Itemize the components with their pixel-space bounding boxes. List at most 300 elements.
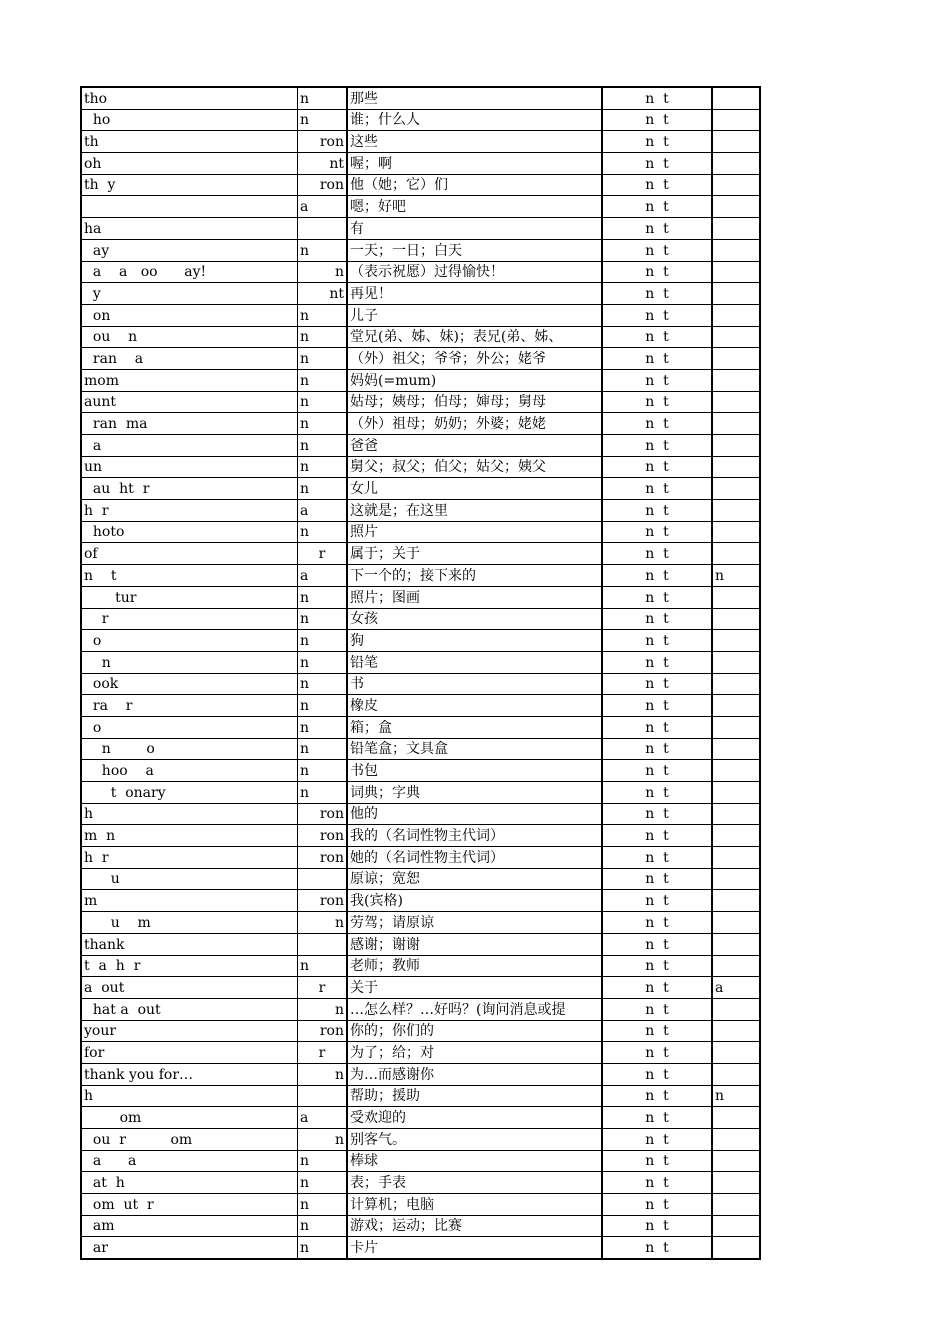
table-row — [81, 1085, 760, 1107]
extra-cell — [712, 1194, 760, 1216]
part-of-speech-cell: n — [298, 1194, 348, 1216]
part-of-speech-cell: ron — [298, 174, 348, 196]
table-row — [81, 109, 760, 131]
extra-cell — [712, 868, 760, 890]
extra-cell — [712, 174, 760, 196]
extra-cell: a — [712, 977, 760, 999]
table-row — [81, 500, 760, 522]
meaning-cell: 谁；什么人 — [347, 109, 602, 131]
extra-cell — [712, 673, 760, 695]
unit-cell: n t — [602, 435, 712, 457]
meaning-cell: 词典；字典 — [347, 782, 602, 804]
unit-cell: n t — [602, 153, 712, 175]
word-cell: on — [81, 304, 298, 326]
part-of-speech-cell: n — [298, 1063, 348, 1085]
meaning-cell: 再见！ — [347, 283, 602, 305]
word-cell: u m — [81, 912, 298, 934]
meaning-cell: 属于；关于 — [347, 543, 602, 565]
word-cell: oh — [81, 153, 298, 175]
word-cell: tur — [81, 586, 298, 608]
meaning-cell: 我的（名词性物主代词） — [347, 825, 602, 847]
meaning-cell: 棒球 — [347, 1150, 602, 1172]
table-row — [81, 868, 760, 890]
word-cell: ra r — [81, 695, 298, 717]
word-cell: m — [81, 890, 298, 912]
unit-cell: n t — [602, 933, 712, 955]
table-row — [81, 218, 760, 240]
extra-cell — [712, 912, 760, 934]
part-of-speech-cell: n — [298, 1129, 348, 1151]
unit-cell: n t — [602, 1150, 712, 1172]
table-row — [81, 543, 760, 565]
part-of-speech-cell: n — [298, 478, 348, 500]
unit-cell: n t — [602, 1172, 712, 1194]
part-of-speech-cell: n — [298, 521, 348, 543]
table-row — [81, 196, 760, 218]
word-cell: o — [81, 630, 298, 652]
extra-cell — [712, 304, 760, 326]
word-cell: ha — [81, 218, 298, 240]
word-cell: hoto — [81, 521, 298, 543]
unit-cell: n t — [602, 326, 712, 348]
part-of-speech-cell: a — [298, 1107, 348, 1129]
table-row — [81, 586, 760, 608]
extra-cell — [712, 782, 760, 804]
table-row — [81, 261, 760, 283]
meaning-cell: 老师；教师 — [347, 955, 602, 977]
meaning-cell: 一天；一日；白天 — [347, 239, 602, 261]
meaning-cell: 劳驾；请原谅 — [347, 912, 602, 934]
extra-cell — [712, 586, 760, 608]
part-of-speech-cell: ron — [298, 131, 348, 153]
part-of-speech-cell: a — [298, 196, 348, 218]
table-row — [81, 369, 760, 391]
unit-cell: n t — [602, 565, 712, 587]
unit-cell: n t — [602, 912, 712, 934]
meaning-cell: 这就是；在这里 — [347, 500, 602, 522]
table-row — [81, 998, 760, 1020]
word-cell: hoo a — [81, 760, 298, 782]
part-of-speech-cell — [298, 868, 348, 890]
unit-cell: n t — [602, 868, 712, 890]
extra-cell — [712, 521, 760, 543]
part-of-speech-cell: n — [298, 630, 348, 652]
part-of-speech-cell: n — [298, 1237, 348, 1259]
word-cell: for — [81, 1042, 298, 1064]
unit-cell: n t — [602, 500, 712, 522]
meaning-cell: 女孩 — [347, 608, 602, 630]
word-cell: t onary — [81, 782, 298, 804]
table-row — [81, 760, 760, 782]
unit-cell: n t — [602, 760, 712, 782]
unit-cell: n t — [602, 1085, 712, 1107]
part-of-speech-cell — [298, 933, 348, 955]
unit-cell: n t — [602, 109, 712, 131]
table-row — [81, 803, 760, 825]
table-row — [81, 673, 760, 695]
table-row — [81, 391, 760, 413]
vocabulary-rows — [81, 87, 760, 1259]
extra-cell — [712, 283, 760, 305]
meaning-cell: 卡片 — [347, 1237, 602, 1259]
unit-cell: n t — [602, 261, 712, 283]
part-of-speech-cell: n — [298, 695, 348, 717]
part-of-speech-cell: n — [298, 998, 348, 1020]
extra-cell: n — [712, 1085, 760, 1107]
meaning-cell: （外）祖父；爷爷；外公；姥爷 — [347, 348, 602, 370]
part-of-speech-cell: r — [298, 543, 348, 565]
unit-cell: n t — [602, 131, 712, 153]
word-cell: om ut r — [81, 1194, 298, 1216]
table-row — [81, 955, 760, 977]
meaning-cell: 他（她；它）们 — [347, 174, 602, 196]
table-row — [81, 933, 760, 955]
word-cell: o — [81, 716, 298, 738]
extra-cell — [712, 651, 760, 673]
part-of-speech-cell: n — [298, 87, 348, 109]
unit-cell: n t — [602, 1237, 712, 1259]
word-cell: a a — [81, 1150, 298, 1172]
extra-cell — [712, 695, 760, 717]
unit-cell: n t — [602, 1063, 712, 1085]
word-cell: a out — [81, 977, 298, 999]
meaning-cell: 下一个的；接下来的 — [347, 565, 602, 587]
meaning-cell: 铅笔盒；文具盒 — [347, 738, 602, 760]
part-of-speech-cell: ron — [298, 890, 348, 912]
meaning-cell: （表示祝愿）过得愉快！ — [347, 261, 602, 283]
extra-cell — [712, 218, 760, 240]
part-of-speech-cell: n — [298, 608, 348, 630]
unit-cell: n t — [602, 218, 712, 240]
word-cell: tho — [81, 87, 298, 109]
extra-cell — [712, 261, 760, 283]
unit-cell: n t — [602, 543, 712, 565]
extra-cell — [712, 109, 760, 131]
word-cell: ar — [81, 1237, 298, 1259]
extra-cell — [712, 348, 760, 370]
extra-cell — [712, 1237, 760, 1259]
part-of-speech-cell: n — [298, 261, 348, 283]
word-cell: thank you for… — [81, 1063, 298, 1085]
unit-cell: n t — [602, 890, 712, 912]
meaning-cell: 妈妈(=mum) — [347, 369, 602, 391]
table-row — [81, 478, 760, 500]
meaning-cell: 受欢迎的 — [347, 1107, 602, 1129]
table-row — [81, 413, 760, 435]
table-row — [81, 283, 760, 305]
unit-cell: n t — [602, 651, 712, 673]
extra-cell — [712, 1063, 760, 1085]
extra-cell — [712, 478, 760, 500]
part-of-speech-cell: n — [298, 955, 348, 977]
part-of-speech-cell: n — [298, 1150, 348, 1172]
part-of-speech-cell: n — [298, 912, 348, 934]
meaning-cell: 姑母；姨母；伯母；婶母；舅母 — [347, 391, 602, 413]
table-row — [81, 435, 760, 457]
table-row — [81, 153, 760, 175]
table-row — [81, 651, 760, 673]
part-of-speech-cell: n — [298, 391, 348, 413]
word-cell: ran ma — [81, 413, 298, 435]
unit-cell: n t — [602, 1020, 712, 1042]
meaning-cell: 嗯；好吧 — [347, 196, 602, 218]
part-of-speech-cell: n — [298, 348, 348, 370]
word-cell: n — [81, 651, 298, 673]
table-row — [81, 1172, 760, 1194]
table-row — [81, 630, 760, 652]
unit-cell: n t — [602, 1129, 712, 1151]
part-of-speech-cell: ron — [298, 847, 348, 869]
extra-cell — [712, 131, 760, 153]
meaning-cell: 他的 — [347, 803, 602, 825]
extra-cell — [712, 803, 760, 825]
part-of-speech-cell: ron — [298, 825, 348, 847]
part-of-speech-cell: n — [298, 738, 348, 760]
extra-cell — [712, 890, 760, 912]
extra-cell — [712, 933, 760, 955]
table-row — [81, 825, 760, 847]
part-of-speech-cell: n — [298, 1172, 348, 1194]
extra-cell — [712, 153, 760, 175]
part-of-speech-cell: ron — [298, 1020, 348, 1042]
meaning-cell: 舅父；叔父；伯父；姑父；姨父 — [347, 456, 602, 478]
meaning-cell: 表；手表 — [347, 1172, 602, 1194]
unit-cell: n t — [602, 977, 712, 999]
unit-cell: n t — [602, 304, 712, 326]
table-row — [81, 695, 760, 717]
part-of-speech-cell: n — [298, 1215, 348, 1237]
table-row — [81, 1042, 760, 1064]
word-cell: h r — [81, 847, 298, 869]
part-of-speech-cell: n — [298, 413, 348, 435]
part-of-speech-cell: r — [298, 977, 348, 999]
meaning-cell: 照片；图画 — [347, 586, 602, 608]
table-row — [81, 348, 760, 370]
unit-cell: n t — [602, 283, 712, 305]
unit-cell: n t — [602, 369, 712, 391]
unit-cell: n t — [602, 998, 712, 1020]
table-row — [81, 326, 760, 348]
part-of-speech-cell: r — [298, 1042, 348, 1064]
extra-cell — [712, 1150, 760, 1172]
extra-cell — [712, 391, 760, 413]
unit-cell: n t — [602, 1194, 712, 1216]
word-cell: t a h r — [81, 955, 298, 977]
unit-cell: n t — [602, 196, 712, 218]
table-row — [81, 304, 760, 326]
extra-cell — [712, 1020, 760, 1042]
part-of-speech-cell: ron — [298, 803, 348, 825]
table-row — [81, 87, 760, 109]
meaning-cell: 她的（名词性物主代词） — [347, 847, 602, 869]
part-of-speech-cell: n — [298, 586, 348, 608]
part-of-speech-cell: n — [298, 326, 348, 348]
table-row — [81, 890, 760, 912]
meaning-cell: …怎么样？…好吗？(询问消息或提 — [347, 998, 602, 1020]
meaning-cell: 我(宾格) — [347, 890, 602, 912]
unit-cell: n t — [602, 695, 712, 717]
extra-cell — [712, 239, 760, 261]
meaning-cell: （外）祖母；奶奶；外婆；姥姥 — [347, 413, 602, 435]
table-row — [81, 131, 760, 153]
meaning-cell: 箱；盒 — [347, 716, 602, 738]
unit-cell: n t — [602, 348, 712, 370]
part-of-speech-cell: n — [298, 109, 348, 131]
unit-cell: n t — [602, 630, 712, 652]
extra-cell: n — [712, 565, 760, 587]
word-cell: th — [81, 131, 298, 153]
extra-cell — [712, 608, 760, 630]
word-cell: aunt — [81, 391, 298, 413]
extra-cell — [712, 413, 760, 435]
meaning-cell: 你的；你们的 — [347, 1020, 602, 1042]
extra-cell — [712, 738, 760, 760]
table-row — [81, 239, 760, 261]
part-of-speech-cell: a — [298, 500, 348, 522]
meaning-cell: 为…而感谢你 — [347, 1063, 602, 1085]
word-cell: ou r om — [81, 1129, 298, 1151]
unit-cell: n t — [602, 847, 712, 869]
table-row — [81, 738, 760, 760]
meaning-cell: 橡皮 — [347, 695, 602, 717]
meaning-cell: 书 — [347, 673, 602, 695]
extra-cell — [712, 998, 760, 1020]
word-cell: of — [81, 543, 298, 565]
word-cell: a a oo ay! — [81, 261, 298, 283]
word-cell: h r — [81, 500, 298, 522]
table-row — [81, 521, 760, 543]
part-of-speech-cell: n — [298, 760, 348, 782]
word-cell: ran a — [81, 348, 298, 370]
unit-cell: n t — [602, 673, 712, 695]
extra-cell — [712, 326, 760, 348]
extra-cell — [712, 87, 760, 109]
meaning-cell: 女儿 — [347, 478, 602, 500]
table-row — [81, 1129, 760, 1151]
part-of-speech-cell: a — [298, 565, 348, 587]
part-of-speech-cell — [298, 1085, 348, 1107]
extra-cell — [712, 825, 760, 847]
meaning-cell: 帮助；援助 — [347, 1085, 602, 1107]
extra-cell — [712, 630, 760, 652]
part-of-speech-cell — [298, 218, 348, 240]
word-cell: h — [81, 803, 298, 825]
part-of-speech-cell: n — [298, 716, 348, 738]
word-cell: at h — [81, 1172, 298, 1194]
unit-cell: n t — [602, 608, 712, 630]
part-of-speech-cell: n — [298, 435, 348, 457]
word-cell: ay — [81, 239, 298, 261]
meaning-cell: 有 — [347, 218, 602, 240]
part-of-speech-cell: nt — [298, 283, 348, 305]
unit-cell: n t — [602, 825, 712, 847]
meaning-cell: 照片 — [347, 521, 602, 543]
meaning-cell: 堂兄(弟、姊、妹)；表兄(弟、姊、 — [347, 326, 602, 348]
meaning-cell: 爸爸 — [347, 435, 602, 457]
table-row — [81, 912, 760, 934]
part-of-speech-cell: n — [298, 456, 348, 478]
unit-cell: n t — [602, 1042, 712, 1064]
extra-cell — [712, 543, 760, 565]
unit-cell: n t — [602, 803, 712, 825]
word-cell: thank — [81, 933, 298, 955]
extra-cell — [712, 955, 760, 977]
table-row — [81, 782, 760, 804]
unit-cell: n t — [602, 738, 712, 760]
meaning-cell: 关于 — [347, 977, 602, 999]
table-row — [81, 847, 760, 869]
meaning-cell: 游戏；运动；比赛 — [347, 1215, 602, 1237]
vocabulary-table — [80, 86, 761, 1260]
extra-cell — [712, 456, 760, 478]
part-of-speech-cell: n — [298, 239, 348, 261]
meaning-cell: 铅笔 — [347, 651, 602, 673]
word-cell: h — [81, 1085, 298, 1107]
unit-cell: n t — [602, 87, 712, 109]
unit-cell: n t — [602, 1215, 712, 1237]
meaning-cell: 感谢；谢谢 — [347, 933, 602, 955]
meaning-cell: 儿子 — [347, 304, 602, 326]
unit-cell: n t — [602, 586, 712, 608]
table-row — [81, 1020, 760, 1042]
extra-cell — [712, 500, 760, 522]
unit-cell: n t — [602, 478, 712, 500]
part-of-speech-cell: n — [298, 304, 348, 326]
word-cell: u — [81, 868, 298, 890]
meaning-cell: 计算机；电脑 — [347, 1194, 602, 1216]
table-row — [81, 977, 760, 999]
extra-cell — [712, 1042, 760, 1064]
unit-cell: n t — [602, 716, 712, 738]
extra-cell — [712, 1215, 760, 1237]
part-of-speech-cell: n — [298, 782, 348, 804]
table-row — [81, 456, 760, 478]
unit-cell: n t — [602, 413, 712, 435]
word-cell: hat a out — [81, 998, 298, 1020]
word-cell — [81, 196, 298, 218]
table-row — [81, 1063, 760, 1085]
word-cell: ook — [81, 673, 298, 695]
unit-cell: n t — [602, 521, 712, 543]
extra-cell — [712, 760, 760, 782]
word-cell: th y — [81, 174, 298, 196]
extra-cell — [712, 1129, 760, 1151]
table-row — [81, 1150, 760, 1172]
part-of-speech-cell: nt — [298, 153, 348, 175]
word-cell: r — [81, 608, 298, 630]
word-cell: am — [81, 1215, 298, 1237]
meaning-cell: 这些 — [347, 131, 602, 153]
word-cell: your — [81, 1020, 298, 1042]
table-row — [81, 174, 760, 196]
word-cell: n o — [81, 738, 298, 760]
table-row — [81, 608, 760, 630]
extra-cell — [712, 196, 760, 218]
unit-cell: n t — [602, 174, 712, 196]
part-of-speech-cell: n — [298, 673, 348, 695]
meaning-cell: 喔；啊 — [347, 153, 602, 175]
table-row — [81, 716, 760, 738]
extra-cell — [712, 1107, 760, 1129]
table-row — [81, 565, 760, 587]
meaning-cell: 狗 — [347, 630, 602, 652]
word-cell: y — [81, 283, 298, 305]
unit-cell: n t — [602, 955, 712, 977]
word-cell: ho — [81, 109, 298, 131]
word-cell: om — [81, 1107, 298, 1129]
unit-cell: n t — [602, 239, 712, 261]
word-cell: n t — [81, 565, 298, 587]
